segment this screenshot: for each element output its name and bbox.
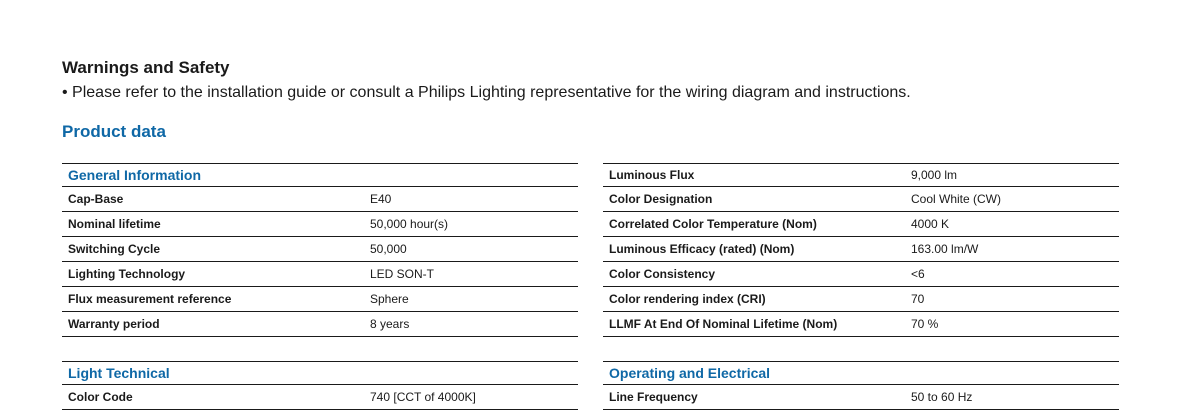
warnings-title: Warnings and Safety (62, 58, 230, 77)
row-value: <6 (911, 267, 925, 281)
table-row (62, 237, 578, 262)
row-label: Flux measurement reference (68, 292, 232, 306)
table-row (62, 287, 578, 312)
table-row (603, 187, 1119, 212)
general-information-header: General Information (62, 163, 578, 187)
row-label: LLMF At End Of Nominal Lifetime (Nom) (609, 317, 838, 331)
table-row (603, 237, 1119, 262)
row-label: Color Consistency (609, 267, 716, 281)
row-label: Correlated Color Temperature (Nom) (609, 217, 817, 231)
operating-electrical-table (603, 361, 1119, 410)
row-value: 8 years (370, 317, 410, 331)
row-value: 50 to 60 Hz (911, 390, 973, 404)
table-row (62, 312, 578, 337)
row-label: Warranty period (68, 317, 160, 331)
row-label: Color Code (68, 390, 133, 404)
row-label: Luminous Flux (609, 168, 695, 182)
table-row (603, 385, 1119, 410)
row-value: 4000 K (911, 217, 950, 231)
row-value: 163.00 lm/W (911, 242, 979, 256)
table-row (62, 262, 578, 287)
row-value: 740 [CCT of 4000K] (370, 390, 476, 404)
row-label: Line Frequency (609, 390, 698, 404)
row-value: Sphere (370, 292, 409, 306)
light-technical-header: Light Technical (62, 361, 578, 385)
table-row (603, 312, 1119, 337)
row-value: Cool White (CW) (911, 192, 1002, 206)
row-value: LED SON-T (370, 267, 435, 281)
row-label: Luminous Efficacy (rated) (Nom) (609, 242, 795, 256)
light-specs-table (603, 163, 1119, 337)
operating-electrical-header: Operating and Electrical (603, 361, 1119, 385)
row-value: 50,000 (370, 242, 407, 256)
general-information-table (62, 163, 578, 337)
row-value: 70 % (911, 317, 939, 331)
table-row (62, 187, 578, 212)
row-label: Color rendering index (CRI) (609, 292, 766, 306)
product-data-title: Product data (62, 122, 166, 141)
row-value: 70 (911, 292, 925, 306)
row-label: Lighting Technology (68, 267, 186, 281)
warnings-bullet: • Please refer to the installation guide or consult a Philips Lighting representative for the wiring diagram and instructions. (62, 84, 911, 101)
row-label: Nominal lifetime (68, 217, 161, 231)
row-label: Color Designation (609, 192, 713, 206)
row-value: 9,000 lm (911, 168, 958, 182)
table-row (603, 212, 1119, 237)
table-row (603, 163, 1119, 187)
table-row (62, 212, 578, 237)
table-row (603, 287, 1119, 312)
row-label: Cap-Base (68, 192, 124, 206)
row-value: 50,000 hour(s) (370, 217, 449, 231)
row-label: Switching Cycle (68, 242, 161, 256)
row-value: E40 (370, 192, 392, 206)
light-technical-table (62, 361, 578, 410)
table-row (62, 385, 578, 410)
table-row (603, 262, 1119, 287)
